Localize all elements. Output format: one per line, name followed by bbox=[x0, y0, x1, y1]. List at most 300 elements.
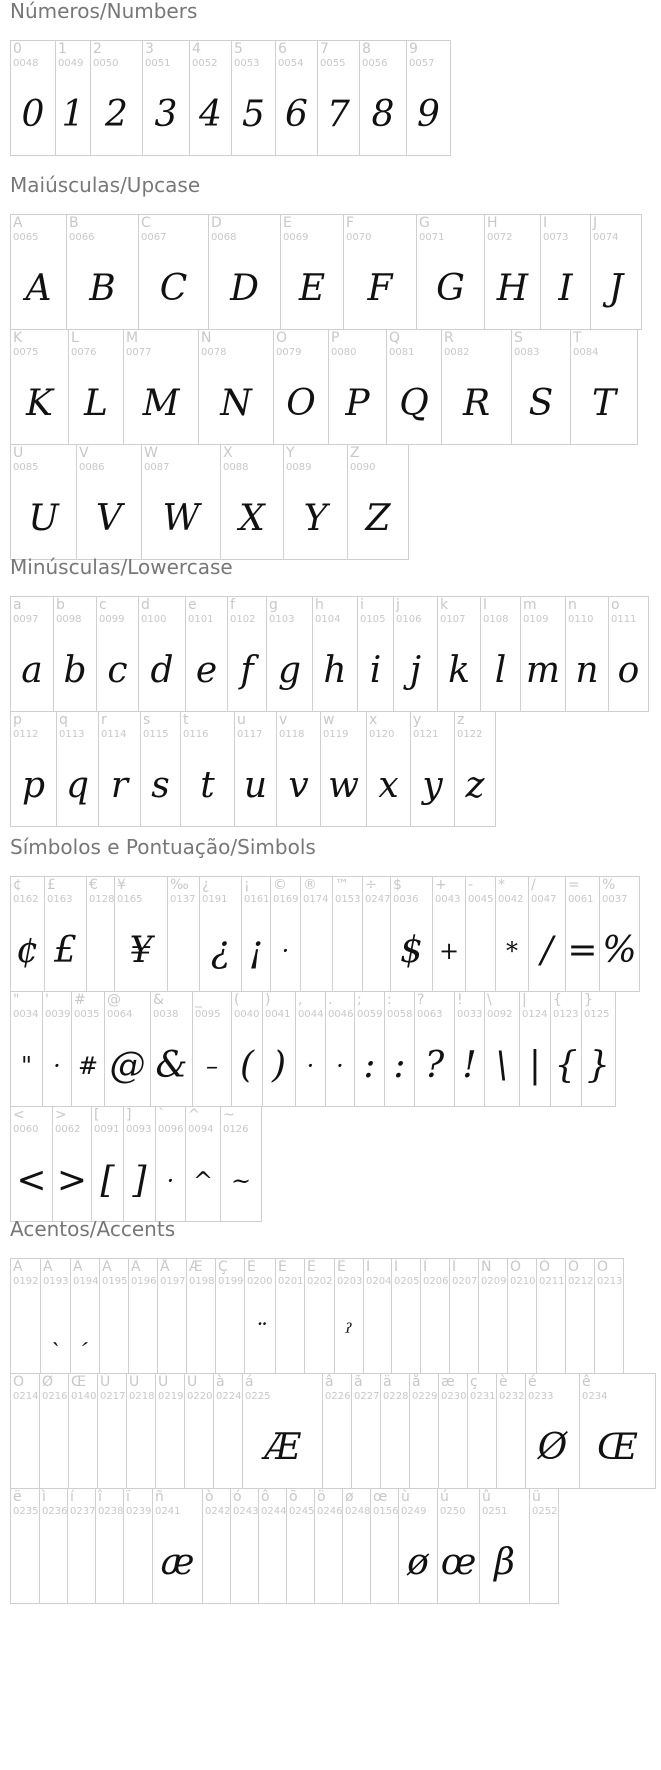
glyph-sample bbox=[216, 1295, 244, 1371]
glyph-character-label: æ bbox=[441, 1374, 455, 1390]
glyph-code-label: 0082 bbox=[444, 347, 470, 358]
glyph-sample: r bbox=[110, 765, 129, 806]
glyph-sample bbox=[530, 1525, 558, 1601]
glyph-cell bbox=[528, 876, 566, 992]
glyph-code-label: 0091 bbox=[94, 1124, 120, 1135]
glyph-character-label: | bbox=[522, 992, 527, 1008]
glyph-code-label: 0217 bbox=[100, 1391, 126, 1402]
glyph-code-label: 0099 bbox=[99, 614, 125, 625]
glyph-cell bbox=[128, 1258, 158, 1374]
symbols-section bbox=[10, 836, 640, 1222]
glyph-character-label: Å bbox=[160, 1259, 170, 1275]
glyph-sample: · bbox=[306, 1052, 315, 1080]
glyph-character-label: ì bbox=[42, 1489, 46, 1505]
glyph-code-label: 0207 bbox=[452, 1276, 478, 1287]
glyph-sample: c bbox=[107, 650, 128, 691]
glyph-sample: A bbox=[25, 268, 52, 309]
glyph-code-label: 0100 bbox=[141, 614, 167, 625]
glyph-cell bbox=[86, 876, 115, 992]
glyph-cell bbox=[286, 1488, 315, 1604]
glyph-character-label: ò bbox=[205, 1489, 214, 1505]
glyph-code-label: 0174 bbox=[303, 894, 329, 905]
glyph-cell bbox=[357, 596, 394, 712]
glyph-sample bbox=[158, 1295, 186, 1371]
glyph-cell bbox=[10, 876, 45, 992]
glyph-character-label: ] bbox=[126, 1107, 132, 1123]
glyph-cell bbox=[449, 1258, 479, 1374]
glyph-sample bbox=[566, 1295, 594, 1371]
accents-section bbox=[10, 1218, 656, 1604]
glyph-cell bbox=[213, 1373, 243, 1489]
glyph-code-label: 0065 bbox=[13, 232, 39, 243]
glyph-sample: 7 bbox=[327, 94, 350, 135]
glyph-character-label: m bbox=[523, 597, 537, 613]
glyph-character-label: f bbox=[230, 597, 235, 613]
glyph-sample: ( bbox=[239, 1045, 255, 1086]
glyph-cell bbox=[437, 596, 481, 712]
glyph-code-label: 0042 bbox=[498, 894, 524, 905]
glyph-cell bbox=[565, 1258, 595, 1374]
glyph-character-label: ~ bbox=[223, 1107, 235, 1123]
glyph-code-label: 0105 bbox=[360, 614, 386, 625]
glyph-cell bbox=[391, 1258, 421, 1374]
glyph-sample bbox=[364, 1295, 391, 1371]
glyph-character-label: ù bbox=[401, 1489, 410, 1505]
glyph-character-label: B bbox=[69, 215, 79, 231]
section-title: Acentos/Accents bbox=[10, 1217, 176, 1241]
glyph-cell bbox=[484, 214, 541, 330]
glyph-character-label: J bbox=[593, 215, 598, 231]
glyph-sample: G bbox=[436, 268, 465, 309]
glyph-cell bbox=[68, 329, 124, 445]
lowercase-section bbox=[10, 556, 649, 827]
glyph-character-label: O bbox=[276, 330, 288, 346]
glyph-cell bbox=[295, 991, 326, 1107]
numbers-section bbox=[10, 0, 451, 156]
glyph-code-label: 0087 bbox=[144, 462, 170, 473]
glyph-cell bbox=[185, 596, 228, 712]
glyph-code-label: 0230 bbox=[441, 1391, 467, 1402]
glyph-sample bbox=[595, 1295, 623, 1371]
glyph-character-label: Ò bbox=[510, 1259, 522, 1275]
glyph-code-label: 0246 bbox=[317, 1506, 343, 1517]
glyph-code-label: 0061 bbox=[568, 894, 594, 905]
glyph-character-label: 1 bbox=[58, 41, 67, 57]
glyph-cell bbox=[280, 214, 344, 330]
glyph-character-label: ¥ bbox=[117, 877, 126, 893]
glyph-sample bbox=[421, 1295, 449, 1371]
glyph-cell bbox=[150, 991, 193, 1107]
glyph-cell bbox=[519, 991, 551, 1107]
glyph-character-label: ¢ bbox=[13, 877, 22, 893]
glyph-character-label: { bbox=[553, 992, 562, 1008]
glyph-code-label: 0060 bbox=[13, 1124, 39, 1135]
glyph-character-label: Ú bbox=[129, 1374, 140, 1390]
glyph-character-label: ë bbox=[13, 1489, 22, 1505]
glyph-character-label: = bbox=[568, 877, 580, 893]
glyph-cell bbox=[184, 1373, 214, 1489]
glyph-code-label: 0219 bbox=[158, 1391, 184, 1402]
glyph-code-label: 0237 bbox=[70, 1506, 96, 1517]
glyph-code-label: 0059 bbox=[357, 1009, 383, 1020]
glyph-cell bbox=[140, 711, 181, 827]
glyph-code-label: 0140 bbox=[71, 1391, 97, 1402]
glyph-sample: % bbox=[602, 930, 637, 971]
upcase-section bbox=[10, 174, 642, 560]
glyph-cell bbox=[480, 596, 521, 712]
glyph-character-label: © bbox=[273, 877, 287, 893]
glyph-cell bbox=[258, 1488, 287, 1604]
glyph-sample: a bbox=[21, 650, 43, 691]
glyph-sample bbox=[371, 1525, 398, 1601]
glyph-sample: æ bbox=[160, 1542, 195, 1583]
glyph-character-label: ç bbox=[470, 1374, 478, 1390]
glyph-cell bbox=[354, 991, 385, 1107]
glyph-sample bbox=[305, 1295, 334, 1371]
glyph-code-label: 0241 bbox=[155, 1506, 181, 1517]
glyph-code-label: 0037 bbox=[602, 894, 628, 905]
glyph-character-label: ÷ bbox=[365, 877, 377, 893]
glyph-sample: y bbox=[422, 765, 443, 806]
glyph-character-label: Î bbox=[423, 1259, 428, 1275]
glyph-code-label: 0110 bbox=[568, 614, 594, 625]
glyph-character-label: Ø bbox=[42, 1374, 54, 1390]
glyph-code-label: 0077 bbox=[126, 347, 152, 358]
glyph-sample: V bbox=[96, 498, 122, 539]
glyph-code-label: 0046 bbox=[328, 1009, 354, 1020]
glyph-sample: g bbox=[277, 650, 302, 691]
glyph-cell bbox=[328, 329, 387, 445]
glyph-character-label: t bbox=[183, 712, 189, 728]
glyph-character-label: M bbox=[126, 330, 139, 346]
glyph-sample: 3 bbox=[154, 94, 178, 135]
glyph-code-label: 0092 bbox=[487, 1009, 513, 1020]
glyph-code-label: 0041 bbox=[265, 1009, 291, 1020]
glyph-sample: < bbox=[16, 1160, 47, 1201]
glyph-cell bbox=[142, 40, 190, 156]
glyph-sample: X bbox=[239, 498, 265, 539]
glyph-cell bbox=[384, 991, 415, 1107]
glyph-sample: w bbox=[328, 765, 359, 806]
glyph-cell bbox=[347, 444, 409, 560]
glyph-code-label: 0069 bbox=[283, 232, 309, 243]
glyph-row bbox=[10, 1374, 656, 1489]
glyph-cell bbox=[155, 1373, 185, 1489]
glyph-sample bbox=[40, 1525, 67, 1601]
glyph-character-label: ¡ bbox=[244, 877, 250, 893]
glyph-cell bbox=[230, 1488, 259, 1604]
glyph-code-label: 0071 bbox=[419, 232, 445, 243]
glyph-character-label: 7 bbox=[320, 41, 329, 57]
glyph-cell bbox=[300, 876, 333, 992]
glyph-cell bbox=[52, 1106, 92, 1222]
glyph-code-label: 0227 bbox=[354, 1391, 380, 1402]
glyph-character-label: h bbox=[315, 597, 324, 613]
glyph-code-label: 0086 bbox=[79, 462, 105, 473]
glyph-character-label: ‰ bbox=[170, 877, 189, 893]
glyph-code-label: 0090 bbox=[350, 462, 376, 473]
glyph-code-label: 0248 bbox=[345, 1506, 371, 1517]
glyph-sample bbox=[439, 1410, 467, 1486]
glyph-character-label: 8 bbox=[362, 41, 371, 57]
glyph-sample: \ bbox=[495, 1045, 509, 1086]
glyph-cell bbox=[68, 1373, 98, 1489]
glyph-code-label: 0101 bbox=[188, 614, 214, 625]
glyph-character-label: k bbox=[440, 597, 449, 613]
glyph-character-label: v bbox=[279, 712, 288, 728]
glyph-code-label: 0034 bbox=[13, 1009, 39, 1020]
glyph-code-label: 0064 bbox=[107, 1009, 133, 1020]
glyph-character-label: 2 bbox=[93, 41, 102, 57]
glyph-sample bbox=[129, 1295, 157, 1371]
glyph-sample bbox=[287, 1525, 314, 1601]
glyph-character-label: ö bbox=[317, 1489, 326, 1505]
glyph-cell bbox=[123, 329, 199, 445]
glyph-code-label: 0239 bbox=[126, 1506, 152, 1517]
glyph-sample bbox=[497, 1410, 525, 1486]
glyph-cell bbox=[276, 711, 321, 827]
glyph-sample: 8 bbox=[371, 94, 395, 135]
glyph-sample: t bbox=[200, 765, 215, 806]
glyph-character-label: Ô bbox=[568, 1259, 580, 1275]
glyph-sample: ˀ bbox=[345, 1319, 353, 1347]
glyph-sample bbox=[259, 1525, 286, 1601]
glyph-code-label: 0052 bbox=[192, 58, 218, 69]
glyph-code-label: 0088 bbox=[223, 462, 249, 473]
glyph-cell bbox=[126, 1373, 156, 1489]
glyph-cell bbox=[44, 876, 87, 992]
glyph-cell bbox=[262, 991, 296, 1107]
glyph-cell bbox=[67, 1488, 96, 1604]
glyph-code-label: 0036 bbox=[393, 894, 419, 905]
glyph-cell bbox=[10, 711, 57, 827]
glyph-cell bbox=[141, 444, 221, 560]
glyph-cell bbox=[185, 1106, 221, 1222]
glyph-sample: β bbox=[494, 1542, 515, 1583]
glyph-character-label: @ bbox=[107, 992, 121, 1008]
glyph-character-label: j bbox=[396, 597, 400, 613]
glyph-code-label: 0048 bbox=[13, 58, 39, 69]
glyph-character-label: È bbox=[247, 1259, 256, 1275]
glyph-sample: m bbox=[525, 650, 561, 691]
section-title: Maiúsculas/Upcase bbox=[10, 173, 201, 197]
glyph-sample bbox=[381, 1410, 409, 1486]
glyph-cell bbox=[283, 444, 348, 560]
glyph-sample: J bbox=[608, 268, 624, 309]
glyph-cell bbox=[454, 991, 485, 1107]
glyph-character-label: á bbox=[245, 1374, 254, 1390]
glyph-cell bbox=[155, 1106, 186, 1222]
glyph-cell bbox=[10, 1106, 53, 1222]
glyph-character-label: F bbox=[346, 215, 355, 231]
glyph-character-label: ã bbox=[354, 1374, 363, 1390]
glyph-sample: $ bbox=[400, 930, 423, 971]
glyph-character-label: C bbox=[141, 215, 151, 231]
glyph-code-label: 0137 bbox=[170, 894, 196, 905]
glyph-cell bbox=[550, 991, 582, 1107]
glyph-character-label: U bbox=[13, 445, 24, 461]
glyph-sample bbox=[11, 1525, 39, 1601]
glyph-code-label: 0203 bbox=[337, 1276, 363, 1287]
glyph-cell bbox=[314, 1488, 343, 1604]
glyph-cell bbox=[56, 711, 99, 827]
glyph-cell bbox=[390, 876, 433, 992]
glyph-cell bbox=[432, 876, 466, 992]
glyph-code-label: 0232 bbox=[499, 1391, 525, 1402]
glyph-character-label: l bbox=[483, 597, 487, 613]
glyph-sample: ø bbox=[407, 1542, 429, 1583]
glyph-cell bbox=[599, 876, 640, 992]
glyph-sample: * bbox=[506, 937, 518, 965]
glyph-sample bbox=[363, 913, 390, 989]
glyph-code-label: 0234 bbox=[582, 1391, 608, 1402]
glyph-character-label: [ bbox=[94, 1107, 100, 1123]
glyph-character-label: Ì bbox=[366, 1259, 371, 1275]
glyph-character-label: 4 bbox=[192, 41, 201, 57]
glyph-code-label: 0096 bbox=[158, 1124, 184, 1135]
glyph-cell bbox=[478, 1258, 508, 1374]
glyph-character-label: X bbox=[223, 445, 233, 461]
glyph-code-label: 0063 bbox=[417, 1009, 443, 1020]
glyph-character-label: y bbox=[413, 712, 422, 728]
glyph-sample: S bbox=[528, 383, 554, 424]
glyph-sample: ) bbox=[271, 1045, 287, 1086]
glyph-sample bbox=[508, 1295, 536, 1371]
glyph-sample: # bbox=[77, 1052, 99, 1080]
glyph-row bbox=[10, 877, 640, 992]
glyph-character-label: E bbox=[283, 215, 292, 231]
glyph-character-label: I bbox=[543, 215, 548, 231]
glyph-code-label: 0113 bbox=[59, 729, 85, 740]
glyph-sample: ! bbox=[462, 1045, 477, 1086]
glyph-cell bbox=[97, 1373, 127, 1489]
glyph-cell bbox=[138, 596, 186, 712]
section-title: Símbolos e Pontuação/Simbols bbox=[10, 835, 316, 859]
glyph-cell bbox=[157, 1258, 187, 1374]
glyph-cell bbox=[42, 991, 72, 1107]
glyph-character-label: & bbox=[153, 992, 164, 1008]
glyph-cell bbox=[511, 329, 571, 445]
glyph-code-label: 0125 bbox=[584, 1009, 610, 1020]
glyph-code-label: 0212 bbox=[568, 1276, 594, 1287]
glyph-sample: n bbox=[575, 650, 599, 691]
glyph-code-label: 0218 bbox=[129, 1391, 155, 1402]
glyph-character-label: p bbox=[13, 712, 22, 728]
glyph-code-label: 0040 bbox=[234, 1009, 260, 1020]
glyph-cell bbox=[398, 1488, 438, 1604]
glyph-sample bbox=[11, 1410, 39, 1486]
glyph-sample: ˏ bbox=[81, 1319, 89, 1347]
glyph-cell bbox=[386, 329, 442, 445]
glyph-code-label: 0080 bbox=[331, 347, 357, 358]
glyph-code-label: 0115 bbox=[143, 729, 169, 740]
glyph-sample: i bbox=[369, 650, 382, 691]
glyph-character-label: c bbox=[99, 597, 107, 613]
glyph-cell bbox=[241, 876, 271, 992]
glyph-code-label: 0073 bbox=[543, 232, 569, 243]
glyph-character-label: N bbox=[201, 330, 212, 346]
glyph-character-label: ¿ bbox=[202, 877, 210, 893]
glyph-character-label: G bbox=[419, 215, 430, 231]
glyph-cell bbox=[10, 1373, 40, 1489]
glyph-character-label: é bbox=[528, 1374, 537, 1390]
glyph-character-label: Ù bbox=[100, 1374, 111, 1390]
glyph-sample bbox=[352, 1410, 380, 1486]
glyph-sample: ¡ bbox=[248, 930, 264, 971]
glyph-cell bbox=[192, 991, 232, 1107]
glyph-code-label: 0229 bbox=[412, 1391, 438, 1402]
glyph-sample: ? bbox=[424, 1045, 445, 1086]
glyph-code-label: 0249 bbox=[401, 1506, 427, 1517]
glyph-code-label: 0074 bbox=[593, 232, 619, 243]
glyph-sample: B bbox=[89, 268, 116, 309]
glyph-cell bbox=[98, 711, 141, 827]
glyph-cell bbox=[234, 711, 277, 827]
glyph-cell bbox=[53, 596, 97, 712]
glyph-sample bbox=[69, 1410, 97, 1486]
glyph-cell bbox=[536, 1258, 566, 1374]
glyph-character-label: Ë bbox=[337, 1259, 346, 1275]
glyph-code-label: 0079 bbox=[276, 347, 302, 358]
glyph-sample: p bbox=[21, 765, 46, 806]
glyph-code-label: 0165 bbox=[117, 894, 143, 905]
glyph-cell bbox=[317, 40, 360, 156]
glyph-cell bbox=[529, 1488, 559, 1604]
glyph-sample: o bbox=[617, 650, 640, 691]
glyph-character-label: z bbox=[457, 712, 465, 728]
glyph-cell bbox=[608, 596, 649, 712]
glyph-code-label: 0201 bbox=[278, 1276, 304, 1287]
glyph-cell bbox=[362, 876, 391, 992]
glyph-code-label: 0098 bbox=[56, 614, 82, 625]
glyph-code-label: 0213 bbox=[597, 1276, 623, 1287]
glyph-sample: ^ bbox=[192, 1167, 214, 1195]
glyph-code-label: 0068 bbox=[211, 232, 237, 243]
glyph-sample bbox=[100, 1295, 128, 1371]
glyph-character-label: % bbox=[602, 877, 616, 893]
glyph-sample bbox=[40, 1410, 68, 1486]
glyph-sample: @ bbox=[109, 1045, 146, 1086]
glyph-character-label: Y bbox=[286, 445, 295, 461]
glyph-cell bbox=[208, 214, 281, 330]
glyph-cell bbox=[95, 1488, 124, 1604]
glyph-cell bbox=[10, 329, 69, 445]
glyph-sample bbox=[450, 1295, 478, 1371]
glyph-sample: { bbox=[554, 1045, 578, 1086]
glyph-character-label: Ã bbox=[102, 1259, 112, 1275]
glyph-code-label: 0058 bbox=[387, 1009, 413, 1020]
glyph-cell bbox=[437, 1488, 480, 1604]
glyph-character-label: , bbox=[298, 992, 303, 1008]
glyph-character-label: ( bbox=[234, 992, 240, 1008]
glyph-character-label: D bbox=[211, 215, 222, 231]
glyph-cell bbox=[332, 876, 363, 992]
glyph-character-label: i bbox=[360, 597, 364, 613]
glyph-sample bbox=[96, 1525, 123, 1601]
glyph-sample: P bbox=[345, 383, 370, 424]
glyph-character-label: û bbox=[482, 1489, 491, 1505]
glyph-code-label: 0235 bbox=[13, 1506, 39, 1517]
glyph-cell bbox=[220, 1106, 262, 1222]
glyph-cell bbox=[359, 40, 407, 156]
glyph-code-label: 0250 bbox=[440, 1506, 466, 1517]
glyph-character-label: ^ bbox=[188, 1107, 200, 1123]
glyph-row bbox=[10, 992, 640, 1107]
glyph-cell bbox=[590, 214, 642, 330]
glyph-cell bbox=[10, 1488, 40, 1604]
glyph-character-label: â bbox=[325, 1374, 334, 1390]
glyph-code-label: 0038 bbox=[153, 1009, 179, 1020]
